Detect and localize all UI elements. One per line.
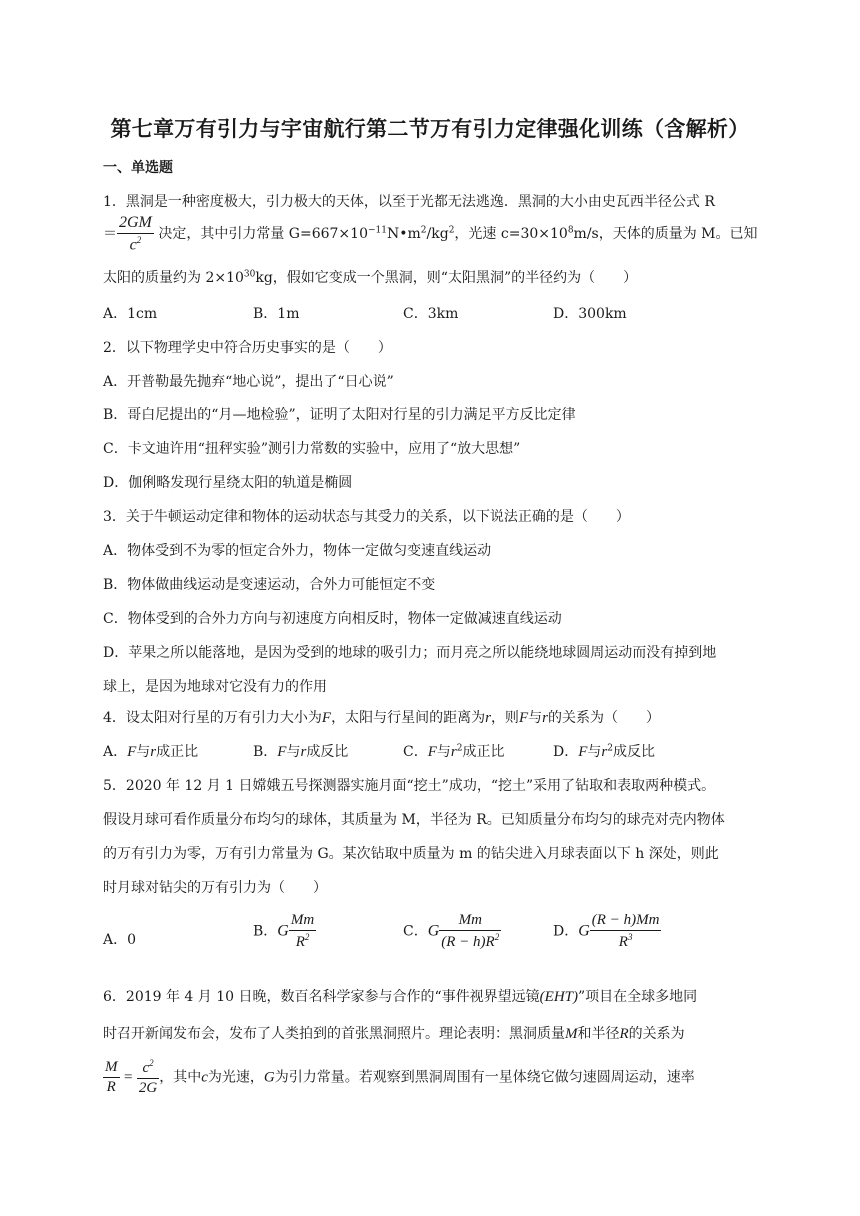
- q3-option-b[interactable]: B．物体做曲线运动是变速运动，合外力可能恒定不变: [103, 577, 436, 593]
- q1-eq-sign: ＝: [103, 226, 117, 243]
- q3-option-a[interactable]: A．物体受到不为零的恒定合外力，物体一定做匀变速直线运动: [103, 543, 492, 559]
- q5-option-b[interactable]: B．G $\frac{Mm}{R^2}$: [253, 912, 315, 950]
- q3-option-d-cont: 球上，是因为地球对它没有力的作用: [103, 679, 327, 695]
- q1-frac-den: $c^2$: [129, 235, 142, 254]
- q1-stem-line-3: 太阳的质量约为 $2\times 10^{30}kg$，假如它变成一个黑洞，则“太阳黑洞”的半径约为（ ）: [103, 269, 638, 286]
- q4-option-a[interactable]: A．F与r成正比: [103, 744, 199, 760]
- q4-option-b[interactable]: B．F与r成反比: [253, 744, 349, 760]
- q1-stem-line-1: 1．黑洞是一种密度极大，引力极大的天体，以至于光都无法逃逸．黑洞的大小由史瓦西半径公式 R: [103, 194, 715, 210]
- q1-schwarzschild-fraction: [117, 214, 154, 254]
- q4-stem: 4．设太阳对行星的万有引力大小为F，太阳与行星间的距离为r，则F与r的关系为（ ）: [103, 710, 660, 726]
- q6-fraction-c2-2g: $\frac{c^2}{2G}$: [138, 1058, 158, 1096]
- q3-option-d[interactable]: D．苹果之所以能落地，是因为受到的地球的吸引力；而月亮之所以能绕地球圆周运动而没有掉到地: [103, 645, 717, 661]
- q1-option-c[interactable]: C．3km: [403, 306, 459, 322]
- q5-stem-line-3: 的万有引力为零，万有引力常量为 G。某次钻取中质量为 m 的钻尖进入月球表面以下 h 深处，则此: [103, 846, 719, 862]
- q2-option-c[interactable]: C．卡文迪许用“扭秤实验”测引力常数的实验中，应用了“放大思想”: [103, 441, 521, 457]
- q5-stem-line-4: 时月球对钻尖的万有引力为（ ）: [103, 880, 327, 896]
- q1-frac-num: 2GM: [117, 214, 154, 234]
- q1-option-b[interactable]: B．1m: [253, 306, 300, 322]
- q2-option-d[interactable]: D．伽俐略发现行星绕太阳的轨道是椭圆: [103, 475, 353, 491]
- q6-fraction-m-r: $\frac{M}{R}$: [105, 1059, 118, 1095]
- q1-option-a[interactable]: A．1cm: [103, 306, 158, 322]
- q2-option-b[interactable]: B．哥白尼提出的“月—地检验”，证明了太阳对行星的引力满足平方反比定律: [103, 407, 576, 423]
- q2-stem: 2．以下物理学史中符合历史事实的是（ ）: [103, 340, 392, 356]
- q4-option-d[interactable]: D．F与$r^2$成反比: [553, 743, 655, 760]
- q5-stem-line-2: 假设月球可看作质量分布均匀的球体，其质量为 M，半径为 R。已知质量分布均匀的球壳对壳内物体: [103, 812, 725, 828]
- q1-option-d[interactable]: D．300km: [553, 306, 627, 322]
- q5-stem-line-1: 5．2020 年 12 月 1 日嫦娥五号探测器实施月面“挖土”成功，“挖土”采用了钻取和表取两种模式。: [103, 778, 716, 794]
- q5-option-d[interactable]: D．G $\frac{(R - h)Mm}{R^3}$: [553, 912, 660, 950]
- q6-stem-line-2: 时召开新闻发布会，发布了人类拍到的首张黑洞照片。理论表明：黑洞质量M和半径R的关系为: [103, 1026, 685, 1042]
- q2-option-a[interactable]: A．开普勒最先抛弃“地心说”，提出了“日心说”: [103, 374, 394, 390]
- q1-text-c: ，光速 c=30×10: [454, 226, 568, 243]
- q3-option-c[interactable]: C．物体受到的合外力方向与初速度方向相反时，物体一定做减速直线运动: [103, 611, 562, 627]
- q6-stem-line-3: $\frac{M}{R}$ = $\frac{c^2}{2G}$ ，其中c为光速，G为引力常量。若观察到黑洞周围有一星体绕它做匀速圆周运动，速率: [105, 1058, 695, 1096]
- q5-option-a[interactable]: A．0: [103, 932, 137, 948]
- q4-option-c[interactable]: C．F与$r^2$成正比: [403, 743, 505, 760]
- document-title: 第七章万有引力与宇宙航行第二节万有引力定律强化训练（含解析）: [110, 117, 750, 141]
- q6-stem-line-1: 6．2019 年 4 月 10 日晚，数百名科学家参与合作的“事件视界望远镜(EHT)”项目在全球多地同: [103, 989, 698, 1005]
- q1-stem-line-2: ＝ $\frac{2GM}{c^2}$ 决定，其中引力常量 $G=667\times 10^{-11}N•m^2/kg^2$，光速 $c=30\times 10^8m/s$，天体的质量为 M。已知: [103, 214, 758, 254]
- q3-stem: 3．关于牛顿运动定律和物体的运动状态与其受力的关系，以下说法正确的是（ ）: [103, 509, 630, 525]
- q5-option-c[interactable]: C．G $\frac{Mm}{(R - h)R^2}$: [403, 912, 500, 950]
- section-heading: 一、单选题: [103, 160, 173, 176]
- q1-text-g: 决定，其中引力常量 G=667×10: [158, 226, 368, 243]
